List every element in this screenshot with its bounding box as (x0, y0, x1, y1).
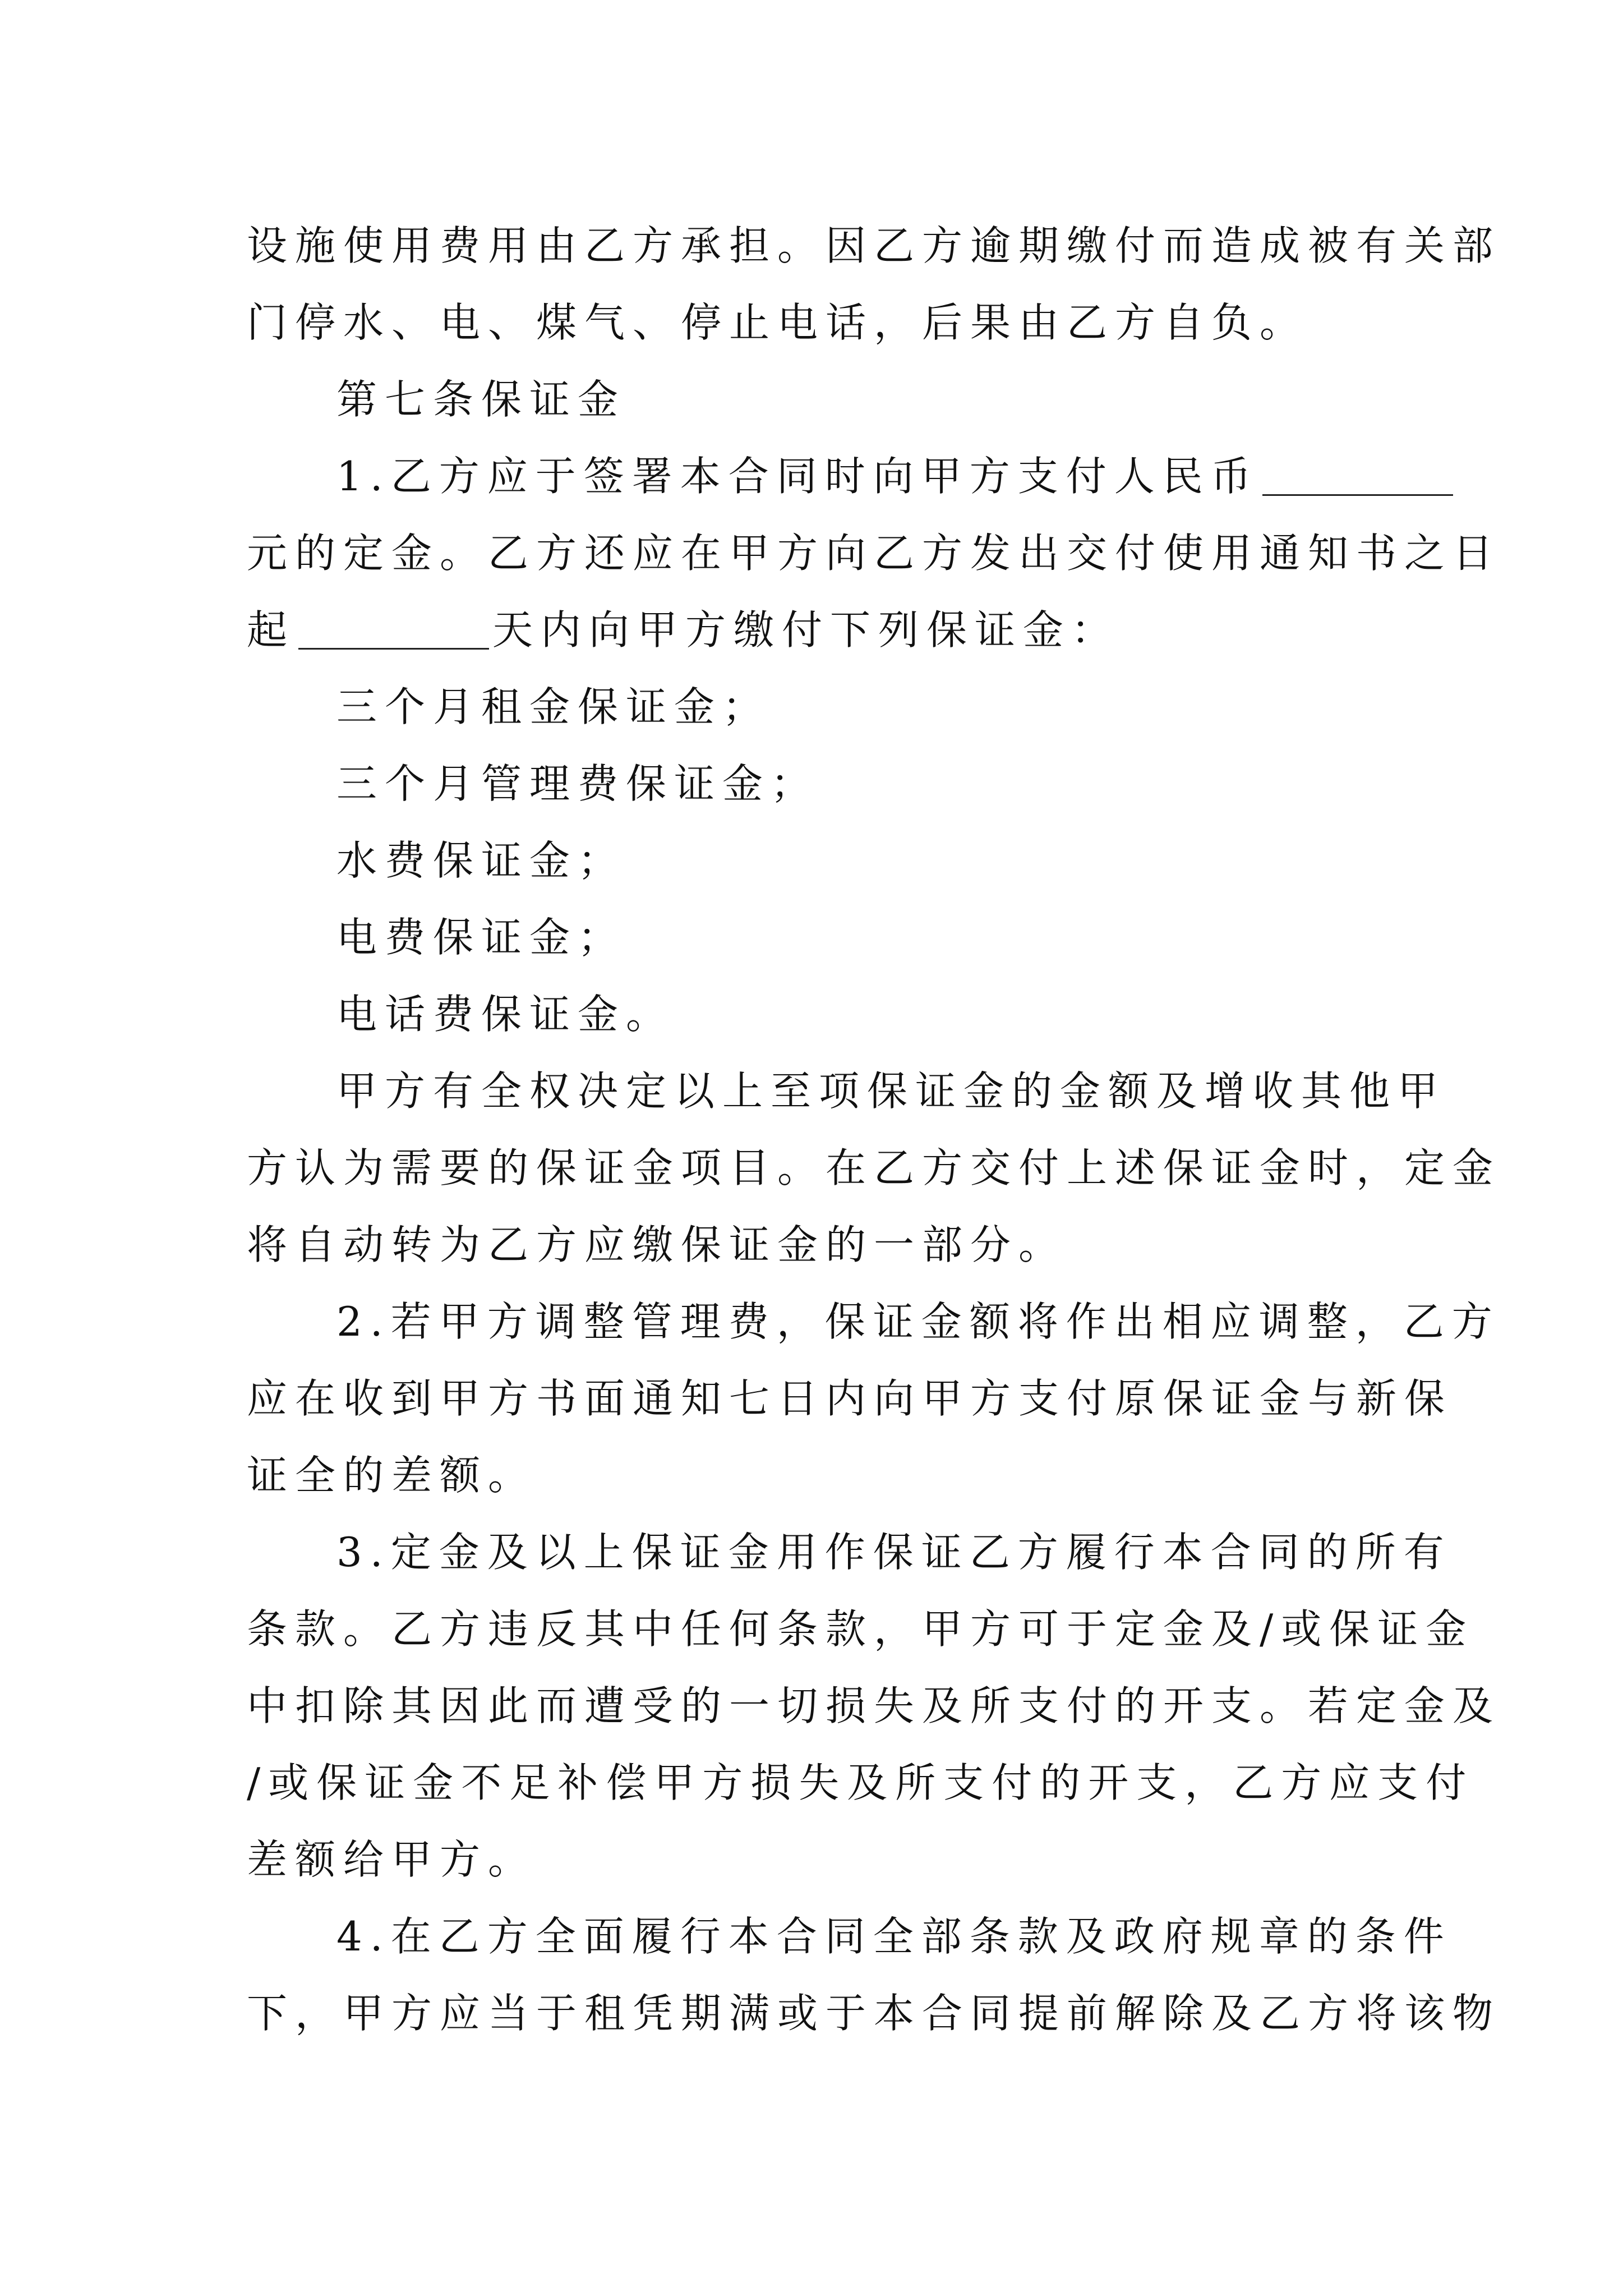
paragraph-line: 4.在乙方全面履行本合同全部条款及政府规章的条件 (336, 1913, 1452, 1960)
paragraph-line: /或保证金不足补偿甲方损失及所支付的开支，乙方应支付 (247, 1759, 1474, 1806)
list-item: 电费保证金； (336, 914, 626, 961)
list-item: 三个月租金保证金； (336, 683, 771, 730)
clause-1-text-end: 天内向甲方缴付下列保证金： (492, 606, 1120, 654)
paragraph-line: 条款。乙方违反其中任何条款，甲方可于定金及/或保证金 (247, 1605, 1474, 1653)
paragraph-line: 证全的差额。 (247, 1452, 537, 1499)
clause-1-text: 1.乙方应于签署本合同时向甲方支付人民币 (336, 453, 1259, 500)
contract-body (247, 208, 1501, 2052)
clause-1-text-start: 起 (247, 606, 296, 654)
paragraph-line: 门停水、电、煤气、停止电话，后果由乙方自负。 (247, 299, 1308, 346)
paragraph-line: 3.定金及以上保证金用作保证乙方履行本合同的所有 (336, 1529, 1452, 1576)
days-blank (298, 608, 489, 650)
paragraph-line: 元的定金。乙方还应在甲方向乙方发出交付使用通知书之日 (247, 530, 1501, 577)
paragraph-line: 中扣除其因此而遭受的一切损失及所支付的开支。若定金及 (247, 1682, 1501, 1729)
list-item: 水费保证金； (336, 837, 626, 884)
article-heading: 第七条保证金 (336, 376, 626, 423)
paragraph-line: 设施使用费用由乙方承担。因乙方逾期缴付而造成被有关部 (247, 222, 1501, 269)
paragraph-line: 2.若甲方调整管理费，保证金额将作出相应调整，乙方 (336, 1298, 1500, 1345)
paragraph-line (247, 592, 1385, 669)
paragraph-line: 将自动转为乙方应缴保证金的一部分。 (247, 1221, 1067, 1268)
paragraph-line: 下，甲方应当于租凭期满或于本合同提前解除及乙方将该物 (247, 1990, 1501, 2037)
list-item: 电话费保证金。 (336, 991, 675, 1038)
paragraph-line (247, 438, 1385, 515)
paragraph-line: 甲方有全权决定以上至项保证金的金额及增收其他甲 (336, 1068, 1446, 1115)
paragraph-line: 差额给甲方。 (247, 1836, 537, 1883)
paragraph-line: 方认为需要的保证金项目。在乙方交付上述保证金时，定金 (247, 1144, 1501, 1191)
list-item: 三个月管理费保证金； (336, 760, 819, 807)
deposit-amount-blank (1262, 454, 1453, 496)
paragraph-line: 应在收到甲方书面通知七日内向甲方支付原保证金与新保 (247, 1375, 1453, 1422)
